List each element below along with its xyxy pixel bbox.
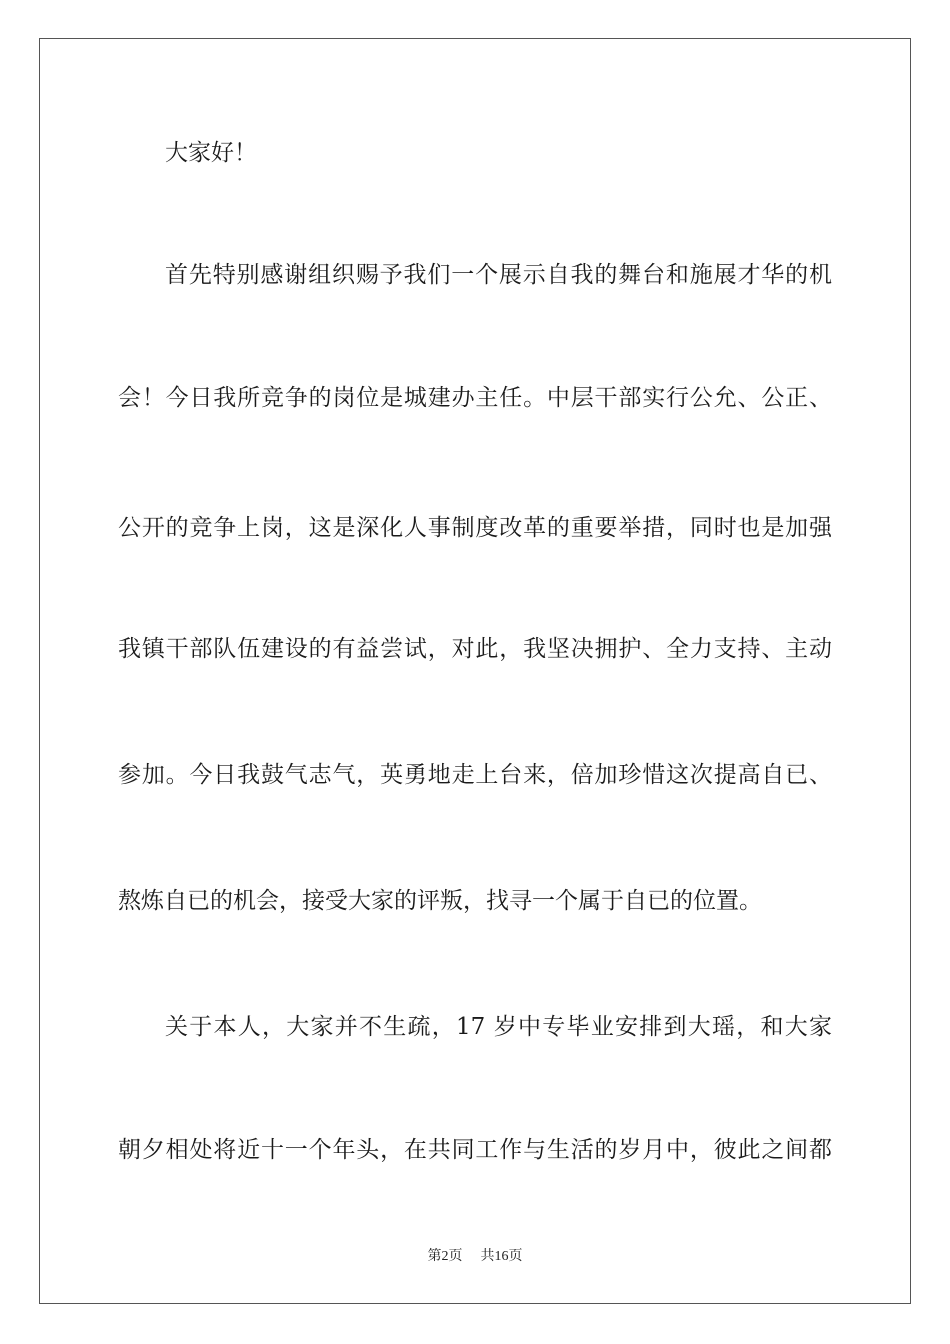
paragraph-line: 关于本人，大家并不生疏，17 岁中专毕业安排到大瑶，和大家 [165, 1014, 832, 1040]
paragraph-line: 朝夕相处将近十一个年头，在共同工作与生活的岁月中，彼此之间都 [118, 1137, 832, 1163]
page-border [39, 38, 911, 1304]
paragraph-line: 首先特别感谢组织赐予我们一个展示自我的舞台和施展才华的机 [165, 262, 832, 288]
page-total: 共16页 [480, 1249, 523, 1264]
paragraph-line: 熬炼自已的机会，接受大家的评叛，找寻一个属于自已的位置。 [118, 888, 762, 914]
page-footer [0, 1248, 950, 1266]
paragraph-line: 参加。今日我鼓气志气，英勇地走上台来，倍加珍惜这次提高自已、 [118, 762, 832, 788]
paragraph-line: 我镇干部队伍建设的有益尝试，对此，我坚决拥护、全力支持、主动 [118, 636, 832, 662]
paragraph-line: 公开的竞争上岗，这是深化人事制度改革的重要举措，同时也是加强 [118, 515, 832, 541]
paragraph-line: 会！今日我所竞争的岗位是城建办主任。中层干部实行公允、公正、 [118, 385, 832, 411]
greeting-line: 大家好！ [165, 140, 257, 166]
page-number: 第2页 [427, 1249, 463, 1264]
